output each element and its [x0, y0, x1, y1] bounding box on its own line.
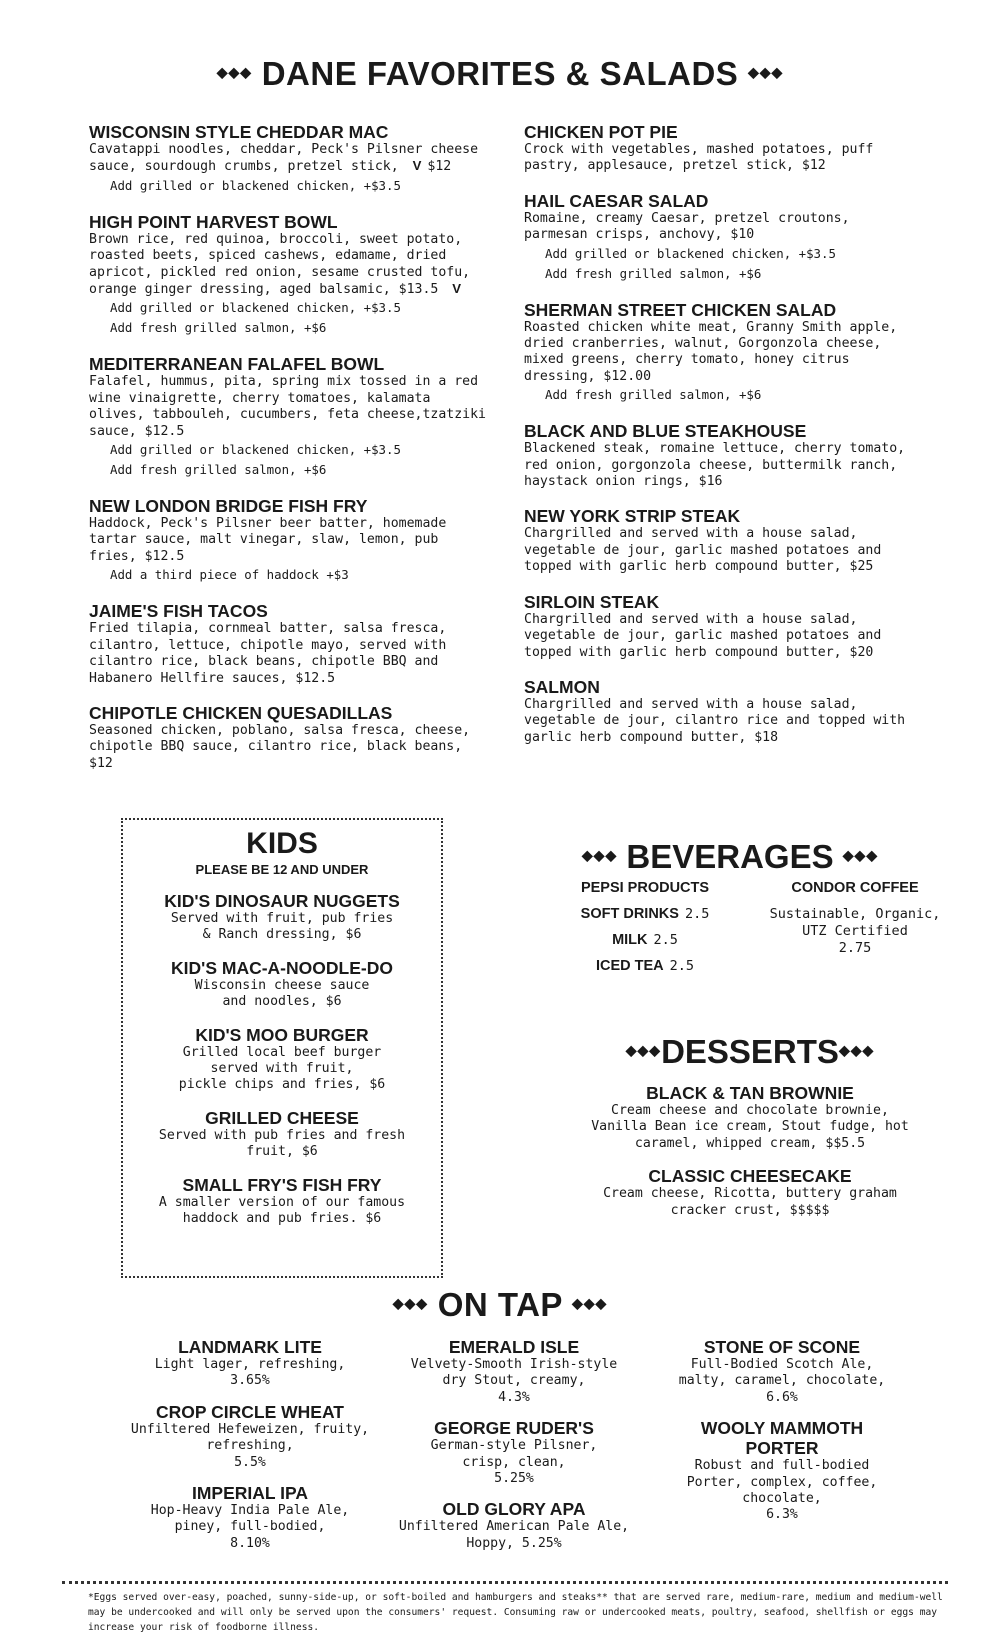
dessert-item-list: [540, 1083, 960, 1219]
dessert-item: [540, 1083, 960, 1152]
menu-item: [524, 677, 914, 746]
diamond-ornament-icon: ◆◆◆: [838, 1041, 875, 1058]
beer-description: Light lager, refreshing, 3.65%: [154, 1357, 346, 1389]
beer-item: [394, 1418, 634, 1487]
kids-menu-item: [123, 1025, 441, 1094]
kids-menu-item: [123, 1175, 441, 1228]
kids-item-description: Wisconsin cheese sauce and noodles, $6: [194, 977, 370, 1010]
kids-item-name: KID'S DINOSAUR NUGGETS: [164, 891, 400, 911]
diamond-ornament-icon: ◆◆◆: [571, 1294, 608, 1311]
beer-item: [394, 1499, 634, 1552]
menu-item-name: SIRLOIN STEAK: [524, 591, 660, 612]
desserts-title: DESSERTS: [661, 1033, 839, 1070]
beverage-price: 2.5: [684, 906, 710, 922]
menu-item-description: Romaine, creamy Caesar, pretzel croutons, parmesan crisps, anchovy, $10: [524, 210, 850, 243]
menu-item: [524, 506, 914, 575]
beverage-row: [540, 932, 750, 949]
menu-item-description: Chargrilled and served with a house salad, vegetable de jour, cilantro rice and topped with garlic herb compound butter, $18: [524, 696, 906, 745]
menu-item-name: HIGH POINT HARVEST BOWL: [89, 211, 338, 232]
menu-item-addon: Add grilled or blackened chicken, +$3.5: [110, 442, 401, 458]
kids-item-name: KID'S MOO BURGER: [195, 1024, 369, 1045]
beer-description: Robust and full-bodied Porter, complex, coffee, chocolate, 6.3%: [686, 1458, 878, 1523]
beverage-name: SOFT DRINKS: [580, 906, 679, 922]
menu-item-name: NEW LONDON BRIDGE FISH FRY: [89, 496, 368, 517]
pepsi-column: [540, 880, 750, 984]
menu-item: [524, 191, 914, 284]
beer-description: Velvety-Smooth Irish-style dry Stout, creamy, 4.3%: [410, 1357, 618, 1405]
vegetarian-icon: V: [452, 281, 462, 297]
menu-item-addon: Add fresh grilled salmon, +$6: [110, 462, 327, 478]
menu-item-name: SHERMAN STREET CHICKEN SALAD: [524, 299, 837, 320]
beer-item: [662, 1418, 902, 1524]
menu-item-description-text: Fried tilapia, cornmeal batter, salsa fresca, cilantro, lettuce, chipotle mayo, served with cilantro rice, black beans, chipotle BBQ and Habanero Hellfire sauces, $12.5: [89, 621, 447, 686]
menu-item: [89, 212, 489, 339]
menu-item-description-text: Seasoned chicken, poblano, salsa fresca, cheese, chipotle BBQ sauce, cilantro rice, black beans, $12: [89, 722, 471, 771]
beer-item: [394, 1337, 634, 1406]
pepsi-heading: PEPSI PRODUCTS: [580, 880, 710, 896]
menu-item-description-text: Brown rice, red quinoa, broccoli, sweet potato, roasted beets, spiced cashews, edamame, dried apricot, pickled red onion, sesame crusted tofu, orange ginger dressing, aged balsamic, $13.5: [89, 231, 471, 298]
dessert-item: [540, 1166, 960, 1219]
menu-item-addon: Add a third piece of haddock +$3: [110, 567, 349, 583]
menu-item-name: HAIL CAESAR SALAD: [524, 190, 709, 211]
favorites-title: DANE FAVORITES & SALADS: [261, 55, 739, 92]
on-tap-title: ON TAP: [437, 1286, 563, 1323]
coffee-description: Sustainable, Organic, UTZ Certified 2.75: [769, 906, 941, 956]
menu-item: [89, 601, 489, 687]
menu-item-description: Blackened steak, romaine lettuce, cherry tomato, red onion, gorgonzola cheese, buttermilk ranch, haystack onion rings, $16: [524, 441, 906, 490]
kids-menu-item: [123, 1108, 441, 1161]
kids-subtitle: PLEASE BE 12 AND UNDER: [195, 862, 369, 877]
diamond-ornament-icon: ◆◆◆: [581, 846, 618, 863]
beverage-row: [540, 906, 750, 923]
beer-item: [130, 1483, 370, 1552]
menu-item-addon: Add grilled or blackened chicken, +$3.5: [545, 245, 836, 261]
beer-description: Unfiltered American Pale Ale, Hoppy, 5.25%: [398, 1519, 630, 1551]
menu-item-description: Chargrilled and served with a house salad, vegetable de jour, garlic mashed potatoes and topped with garlic herb compound butter, $20: [524, 611, 882, 660]
beer-name: EMERALD ISLE: [448, 1337, 580, 1357]
coffee-column: [750, 880, 960, 984]
beer-description: Full-Bodied Scotch Ale, malty, caramel, chocolate, 6.6%: [678, 1357, 886, 1405]
on-tap-column-1: [130, 1337, 370, 1564]
menu-item-addon: Add grilled or blackened chicken, +$3.5: [110, 300, 401, 316]
kids-menu-item: [123, 958, 441, 1011]
diamond-ornament-icon: ◆◆◆: [625, 1041, 662, 1058]
beer-name: LANDMARK LITE: [178, 1337, 322, 1357]
beer-item: [662, 1337, 902, 1406]
kids-menu-box: [121, 818, 443, 1278]
kids-item-name: KID'S MAC-A-NOODLE-DO: [171, 957, 393, 978]
menu-item-name: CHIPOTLE CHICKEN QUESADILLAS: [89, 702, 393, 723]
kids-item-description: Grilled local beef burger served with fruit, pickle chips and fries, $6: [178, 1044, 386, 1093]
menu-item-description: [89, 516, 489, 565]
menu-item-description: [89, 723, 489, 772]
beer-name: IMPERIAL IPA: [191, 1483, 309, 1504]
menu-item: [524, 421, 914, 490]
dessert-description: Cream cheese and chocolate brownie, Vanilla Bean ice cream, Stout fudge, hot caramel, whipped cream, $$5.5: [591, 1103, 909, 1151]
beverages-header: [530, 838, 930, 876]
menu-item-description: Roasted chicken white meat, Granny Smith apple, dried cranberries, walnut, Gorgonzola cheese, mixed greens, cherry tomato, honey citrus dressing, $12.00: [524, 319, 898, 384]
menu-item-name: WISCONSIN STYLE CHEDDAR MAC: [89, 122, 389, 142]
kids-title: KIDS: [246, 827, 318, 860]
beverages-grid: [540, 880, 960, 984]
menu-item-addon: Add fresh grilled salmon, +$6: [110, 320, 327, 336]
menu-item-addon: Add grilled or blackened chicken, +$3.5: [110, 177, 401, 193]
pepsi-list: [540, 906, 750, 975]
kids-item-list: [123, 891, 441, 1227]
on-tap-column-3: [662, 1337, 902, 1536]
menu-item: [524, 592, 914, 661]
diamond-ornament-icon: ◆◆◆: [216, 63, 253, 80]
beer-description: Unfiltered Hefeweizen, fruity, refreshing, 5.5%: [130, 1421, 370, 1470]
menu-item-addon: Add fresh grilled salmon, +$6: [545, 387, 762, 403]
beer-description: Hop-Heavy India Pale Ale, piney, full-bodied, 8.10%: [150, 1503, 350, 1551]
kids-item-description: Served with pub fries and fresh fruit, $6: [158, 1127, 406, 1160]
dessert-description: Cream cheese, Ricotta, buttery graham cracker crust, $$$$$: [603, 1186, 897, 1218]
menu-item: [89, 703, 489, 772]
beverage-row: [540, 958, 750, 975]
beverage-name: ICED TEA: [595, 958, 664, 974]
beer-item: [130, 1402, 370, 1471]
diamond-ornament-icon: ◆◆◆: [392, 1294, 429, 1311]
kids-item-name: GRILLED CHEESE: [205, 1107, 359, 1128]
menu-item-price: $12: [427, 159, 452, 175]
menu-item-name: BLACK AND BLUE STEAKHOUSE: [524, 421, 807, 442]
favorites-left-column: [89, 122, 489, 788]
menu-item-description: [89, 374, 489, 440]
menu-item-name: JAIME'S FISH TACOS: [89, 601, 268, 622]
beer-description: German-style Pilsner, crisp, clean, 5.25%: [430, 1438, 598, 1487]
beverage-price: 2.5: [653, 932, 678, 948]
menu-item-name: SALMON: [524, 676, 600, 697]
kids-menu-item: [123, 891, 441, 944]
on-tap-header: [0, 1286, 1000, 1324]
footnote-divider: [62, 1581, 948, 1584]
menu-item: [89, 354, 489, 480]
menu-item-description-text: Cavatappi noodles, cheddar, Peck's Pilsner cheese sauce, sourdough crumbs, pretzel stick,: [89, 142, 479, 175]
beer-name: CROP CIRCLE WHEAT: [156, 1401, 344, 1422]
kids-item-description: A smaller version of our famous haddock and pub fries. $6: [158, 1194, 406, 1227]
dessert-name: CLASSIC CHEESECAKE: [648, 1166, 852, 1187]
dessert-name: BLACK & TAN BROWNIE: [646, 1083, 854, 1103]
menu-item-addon: Add fresh grilled salmon, +$6: [545, 265, 762, 281]
coffee-heading: CONDOR COFFEE: [791, 880, 919, 896]
beverages-title: BEVERAGES: [626, 838, 834, 875]
menu-item-description-text: Falafel, hummus, pita, spring mix tossed in a red wine vinaigrette, cherry tomatoes, kalamata olives, tabbouleh, cucumbers, feta cheese,tzatziki sauce, $12.5: [89, 374, 486, 439]
kids-item-name: SMALL FRY'S FISH FRY: [182, 1174, 382, 1195]
beverage-name: MILK: [612, 932, 648, 948]
diamond-ornament-icon: ◆◆◆: [842, 846, 879, 863]
desserts-section: [540, 1033, 960, 1233]
menu-item-description-text: Haddock, Peck's Pilsner beer batter, homemade tartar sauce, malt vinegar, slaw, lemon, pub fries, $12.5: [89, 516, 447, 564]
menu-item-name: CHICKEN POT PIE: [524, 122, 678, 142]
diamond-ornament-icon: ◆◆◆: [747, 63, 784, 80]
menu-item-description: [89, 142, 489, 176]
beer-name: STONE OF SCONE: [703, 1337, 861, 1357]
menu-item: [524, 300, 914, 406]
on-tap-column-2: [394, 1337, 634, 1564]
beer-name: GEORGE RUDER'S: [434, 1418, 594, 1439]
beer-item: [130, 1337, 370, 1390]
favorites-header: [0, 55, 1000, 93]
menu-item-description: Chargrilled and served with a house salad, vegetable de jour, garlic mashed potatoes and topped with garlic herb compound butter, $25: [524, 526, 882, 575]
menu-item: [524, 122, 914, 175]
menu-item-description: Crock with vegetables, mashed potatoes, puff pastry, applesauce, pretzel stick, $12: [524, 142, 874, 174]
favorites-right-column: [524, 122, 914, 762]
vegetarian-icon: V: [412, 158, 422, 174]
footnote: *Eggs served over-easy, poached, sunny-side-up, or soft-boiled and hamburgers and steaks** that are served rare, medium-rare, medium and medium-well may be undercooked and will only be served upon the consumers' request. Consuming raw or undercooked meats, poultry, seafood, shellfish or eggs may increase your risk of foodborne illness.: [88, 1592, 943, 1633]
beer-name: WOOLY MAMMOTH PORTER: [700, 1418, 864, 1459]
beer-name: OLD GLORY APA: [442, 1499, 586, 1520]
menu-item-description: [89, 621, 489, 687]
menu-item-description: [89, 232, 489, 299]
menu-item: [89, 496, 489, 585]
menu-item-name: NEW YORK STRIP STEAK: [524, 506, 741, 527]
menu-item: [89, 122, 489, 196]
menu-item-name: MEDITERRANEAN FALAFEL BOWL: [89, 354, 385, 375]
kids-item-description: Served with fruit, pub fries & Ranch dressing, $6: [170, 911, 394, 943]
beverage-price: 2.5: [669, 958, 695, 974]
